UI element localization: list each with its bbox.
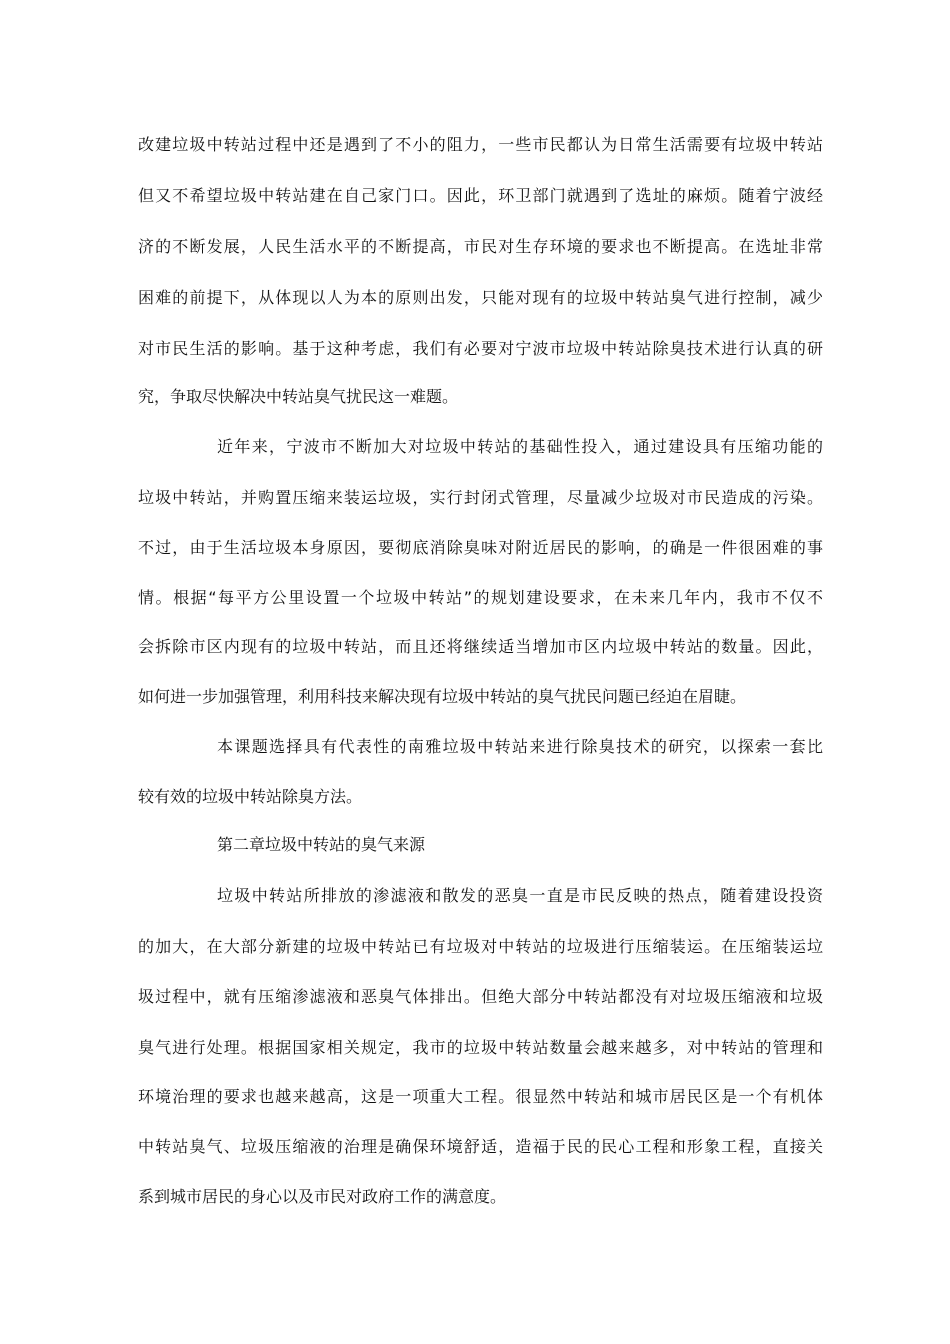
paragraph-2-line-5: 会拆除市区内现有的垃圾中转站，而且还将继续适当增加市区内垃圾中转站的数量。因此， xyxy=(138,637,823,656)
paragraph-2-line-3: 不过，由于生活垃圾本身原因，要彻底消除臭味对附近居民的影响，的确是一件很困难的事 xyxy=(138,538,823,557)
paragraph-3-line-2: 较有效的垃圾中转站除臭方法。 xyxy=(138,787,363,806)
paragraph-1-line-6: 究，争取尽快解决中转站臭气扰民这一难题。 xyxy=(138,387,459,406)
paragraph-4-line-6: 中转站臭气、垃圾压缩液的治理是确保环境舒适，造福于民的民心工程和形象工程，直接关 xyxy=(138,1137,823,1156)
paragraph-4-line-3: 圾过程中，就有压缩渗滤液和恶臭气体排出。但绝大部分中转站都没有对垃圾压缩液和垃圾 xyxy=(138,987,823,1006)
paragraph-2-line-1: 近年来，宁波市不断加大对垃圾中转站的基础性投入，通过建设具有压缩功能的 xyxy=(217,437,823,456)
paragraph-2-line-2: 垃圾中转站，并购置压缩来装运垃圾，实行封闭式管理，尽量减少垃圾对市民造成的污染。 xyxy=(138,488,823,507)
paragraph-4-line-5: 环境治理的要求也越来越高，这是一项重大工程。很显然中转站和城市居民区是一个有机体 xyxy=(138,1087,823,1106)
paragraph-1-line-3: 济的不断发展，人民生活水平的不断提高，市民对生存环境的要求也不断提高。在选址非常 xyxy=(138,237,823,256)
paragraph-4-line-1: 垃圾中转站所排放的渗滤液和散发的恶臭一直是市民反映的热点，随着建设投资 xyxy=(217,886,823,905)
paragraph-2-line-6: 如何进一步加强管理，利用科技来解决现有垃圾中转站的臭气扰民问题已经迫在眉睫。 xyxy=(138,687,747,706)
paragraph-1-line-4: 困难的前提下，从体现以人为本的原则出发，只能对现有的垃圾中转站臭气进行控制，减少 xyxy=(138,288,823,307)
paragraph-4-line-4: 臭气进行处理。根据国家相关规定，我市的垃圾中转站数量会越来越多，对中转站的管理和 xyxy=(138,1038,823,1057)
paragraph-3-line-1: 本课题选择具有代表性的南雅垃圾中转站来进行除臭技术的研究，以探索一套比 xyxy=(217,737,823,756)
paragraph-1-line-5: 对市民生活的影响。基于这种考虑，我们有必要对宁波市垃圾中转站除臭技术进行认真的研 xyxy=(138,339,823,358)
paragraph-4-line-7: 系到城市居民的身心以及市民对政府工作的满意度。 xyxy=(138,1187,507,1206)
paragraph-4-line-2: 的加大，在大部分新建的垃圾中转站已有垃圾对中转站的垃圾进行压缩装运。在压缩装运垃 xyxy=(138,937,823,956)
paragraph-1-line-2: 但又不希望垃圾中转站建在自己家门口。因此，环卫部门就遇到了选址的麻烦。随着宁波经 xyxy=(138,186,823,205)
paragraph-2-line-4: 情。根据“每平方公里设置一个垃圾中转站”的规划建设要求，在未来几年内，我市不仅不 xyxy=(138,588,823,607)
paragraph-1-line-1: 改建垃圾中转站过程中还是遇到了不小的阻力，一些市民都认为日常生活需要有垃圾中转站 xyxy=(138,135,823,154)
chapter-heading: 第二章垃圾中转站的臭气来源 xyxy=(217,835,426,854)
